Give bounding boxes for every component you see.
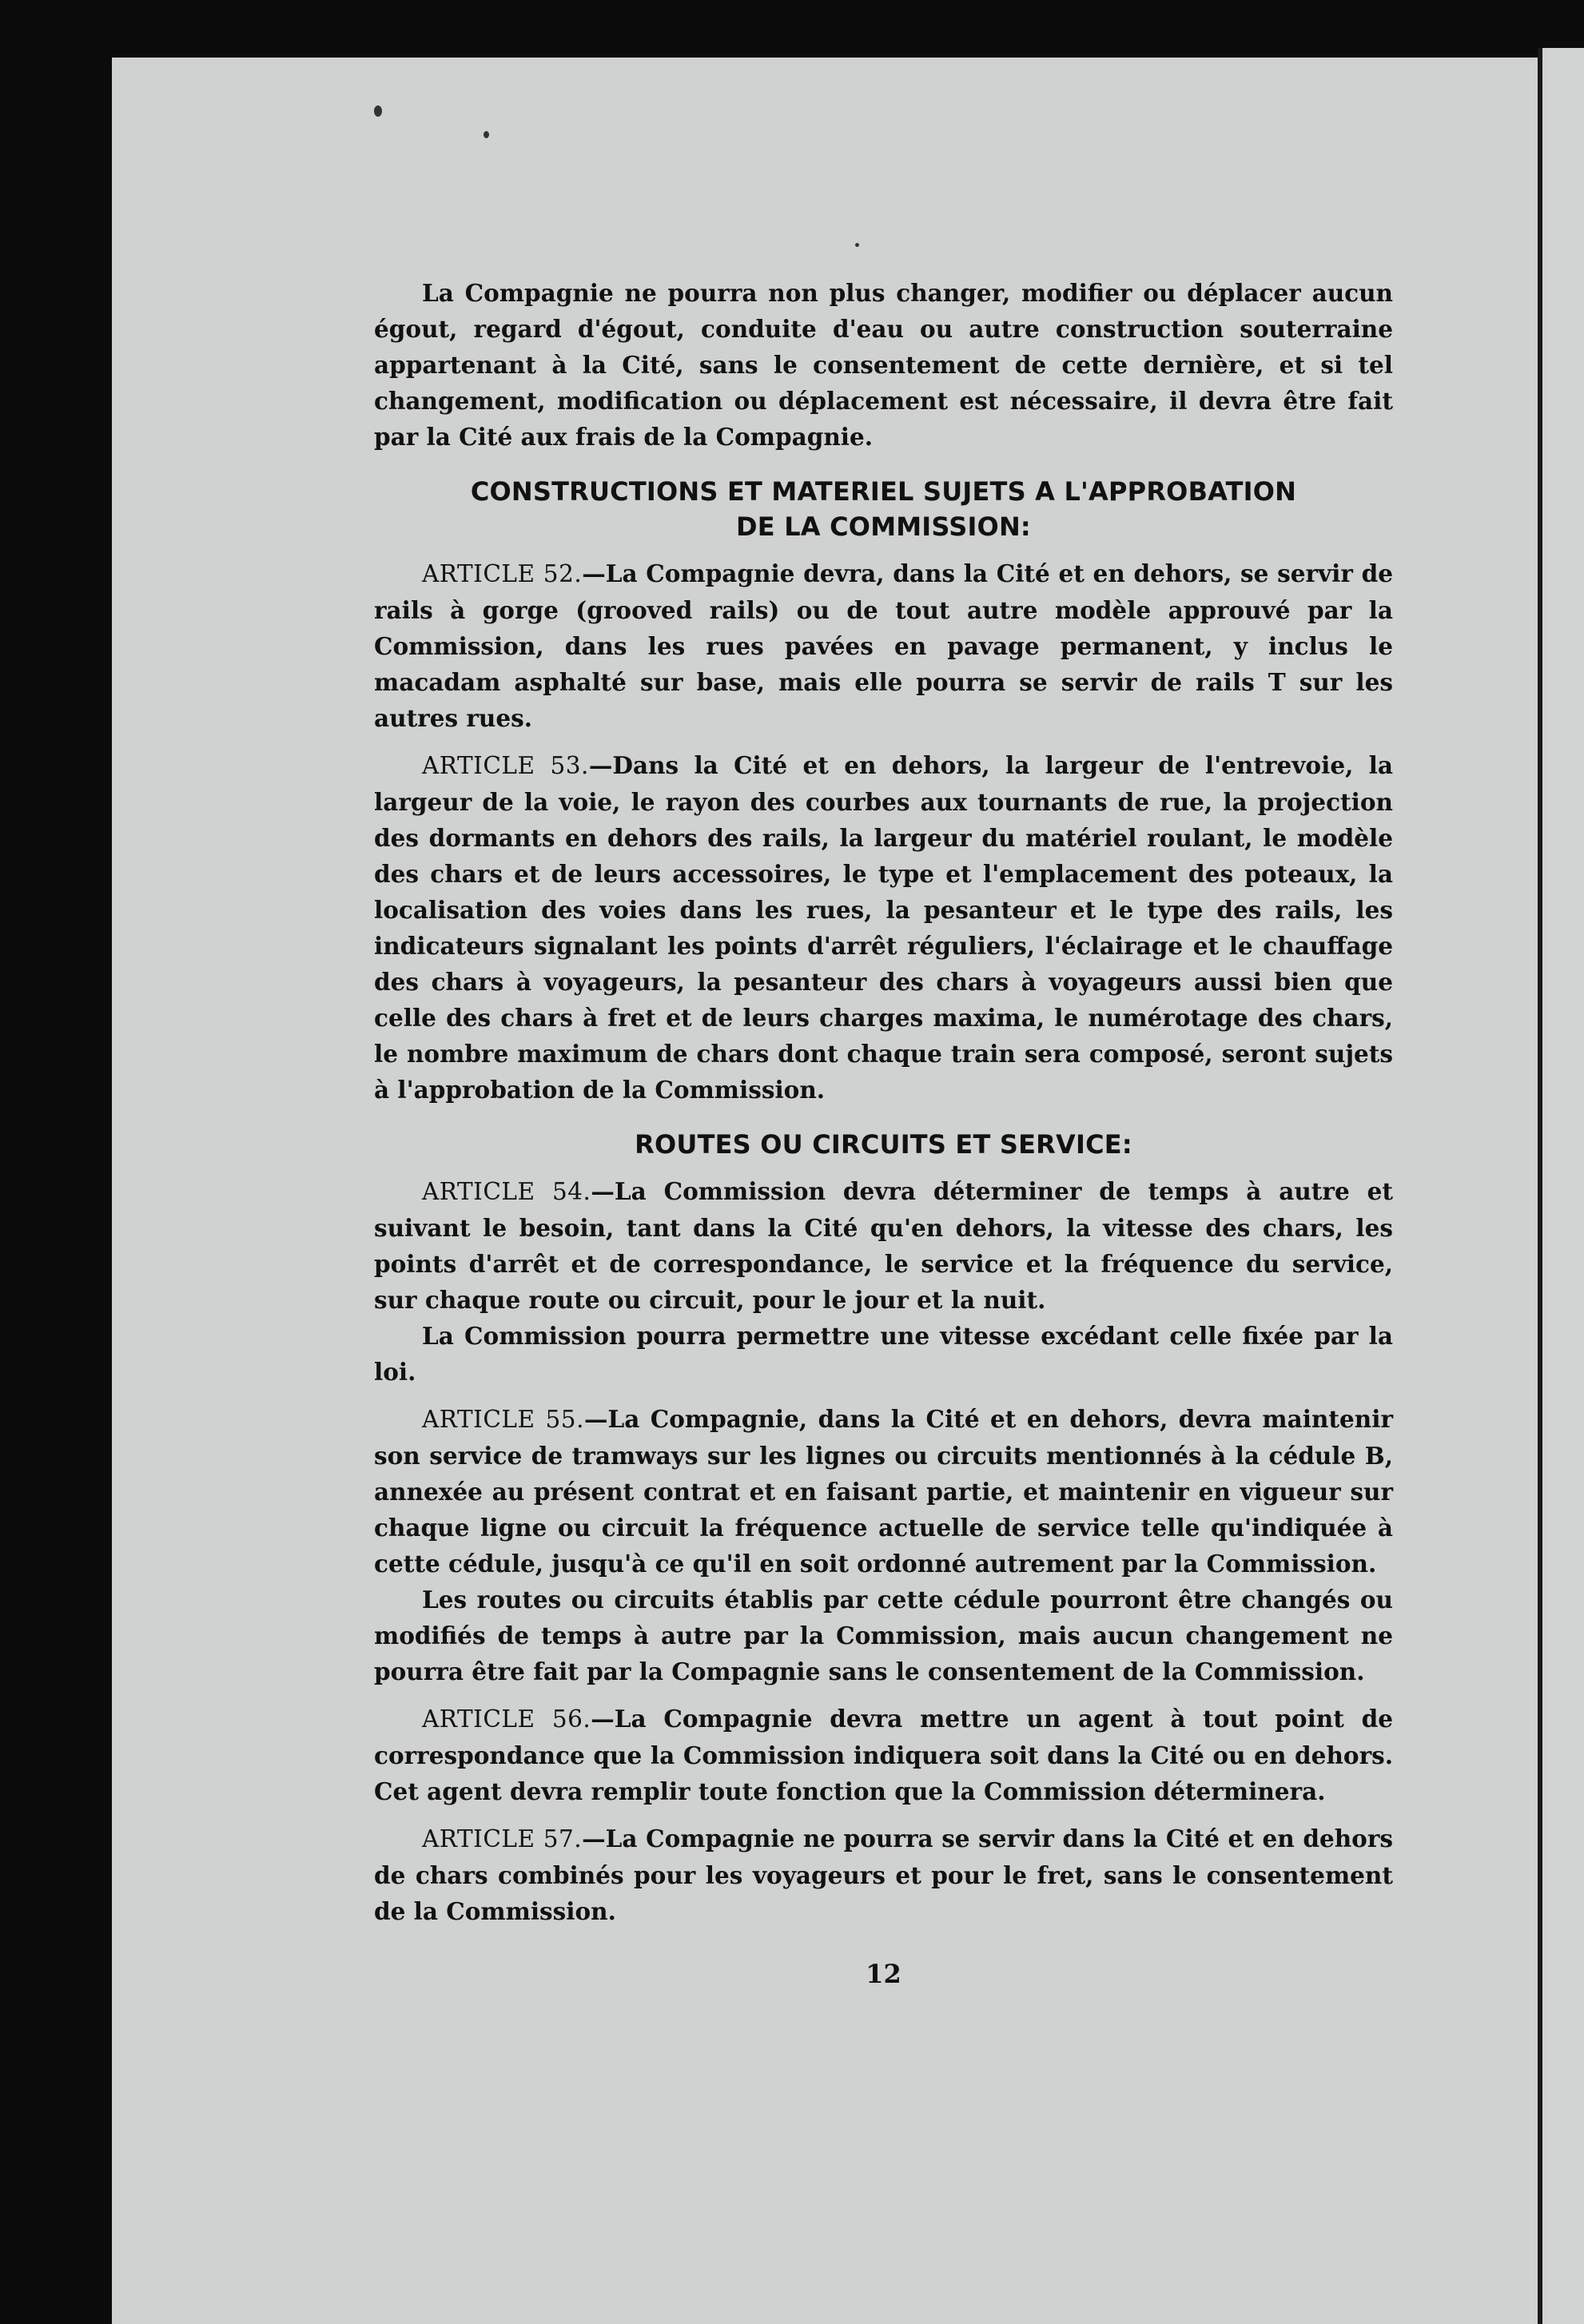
section-heading-routes: ROUTES OU CIRCUITS ET SERVICE: (635, 1129, 1132, 1160)
article-label: ARTICLE 57. (422, 1825, 583, 1852)
article-54-extra: La Commission pourra permettre une vitesse excédant celle fixée par la loi. (374, 1322, 1393, 1386)
adjacent-page-edge (1538, 48, 1584, 2324)
page-number: 12 (866, 1959, 901, 1989)
intro-paragraph: La Compagnie ne pourra non plus changer, modifier ou déplacer aucun égout, regard d'égout, conduite d'eau ou autre construction souterraine appartenant à la Cité, sans le consentement de cette dernière, et si tel changement, modification ou déplacement est nécessaire, il devra être fait par la Cité aux frais de la Compagnie. (374, 279, 1393, 451)
article-label: ARTICLE 52. (422, 560, 583, 587)
article-52 (374, 555, 1393, 736)
article-label: ARTICLE 55. (422, 1406, 584, 1433)
document-page (112, 58, 1542, 2324)
article-53 (374, 747, 1393, 1108)
section-heading-constructions (374, 474, 1393, 544)
article-text: —La Commission devra déterminer de temps à autre et suivant le besoin, tant dans la Cité qu'en dehors, la vitesse des chars, les points d'arrêt et de correspondance, le service et la fréquence du service, sur chaque route ou circuit, pour le jour et la nuit. (374, 1177, 1393, 1314)
article-text: —La Compagnie devra mettre un agent à tout point de correspondance que la Commission indiquera soit dans la Cité ou en dehors. Cet agent devra remplir toute fonction que la Commission déterminera. (374, 1705, 1393, 1805)
article-text: —La Compagnie ne pourra se servir dans la Cité et en dehors de chars combinés pour les voyageurs et pour le fret, sans le consentement de la Commission. (374, 1825, 1393, 1925)
article-text: —Dans la Cité et en dehors, la largeur de l'entrevoie, la largeur de la voie, le rayon des courbes aux tournants de rue, la projection des dormants en dehors des rails, la largeur du matériel roulant, le modèle des chars et de leurs accessoires, le type et l'emplacement des poteaux, la localisation des voies dans les rues, la pesanteur et le type des rails, les indicateurs signalant les points d'arrêt réguliers, l'éclairage et le chauffage des chars à voyageurs, la pesanteur des chars à voyageurs aussi bien que celle des chars à fret et de leurs charges maxima, le numérotage des chars, le nombre maximum de chars dont chaque train sera composé, seront sujets à l'approbation de la Commission. (374, 751, 1393, 1104)
article-54 (374, 1173, 1393, 1318)
scan-speck (374, 105, 382, 117)
article-text: —La Compagnie, dans la Cité et en dehors, devra maintenir son service de tramways sur les lignes ou circuits mentionnés à la cédule B, annexée au présent contrat et en faisant partie, et maintenir en vigueur sur chaque ligne ou circuit la fréquence actuelle de service telle qu'indiquée à cette cédule, jusqu'à ce qu'il en soit ordonné autrement par la Commission. (374, 1405, 1393, 1578)
section-heading-line-2: DE LA COMMISSION: (736, 511, 1031, 542)
section-heading-line-1: CONSTRUCTIONS ET MATERIEL SUJETS A L'APPROBATION (470, 476, 1297, 507)
scan-speck (855, 243, 859, 247)
article-label: ARTICLE 54. (422, 1178, 591, 1205)
article-56 (374, 1701, 1393, 1809)
article-55-extra: Les routes ou circuits établis par cette cédule pourront être changés ou modifiés de temps à autre par la Commission, mais aucun changement ne pourra être fait par la Compagnie sans le consentement de la Commission. (374, 1586, 1393, 1685)
article-57 (374, 1821, 1393, 1929)
document-body (374, 275, 1393, 1992)
article-label: ARTICLE 56. (422, 1705, 591, 1733)
article-label: ARTICLE 53. (422, 752, 589, 779)
article-55 (374, 1401, 1393, 1582)
scan-speck (484, 131, 489, 138)
article-text: —La Compagnie devra, dans la Cité et en dehors, se servir de rails à gorge (grooved rails) ou de tout autre modèle approuvé par la Commission, dans les rues pavées en pavage permanent, y inclus le macadam asphalté sur base, mais elle pourra se servir de rails T sur les autres rues. (374, 559, 1393, 732)
